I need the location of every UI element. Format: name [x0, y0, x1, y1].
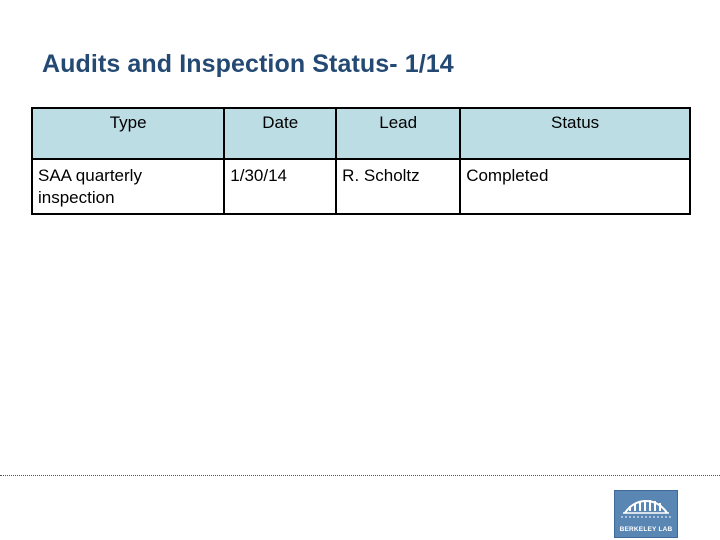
cell-date: 1/30/14 [224, 159, 336, 214]
table-header-row [32, 108, 690, 159]
header-date: Date [224, 108, 336, 159]
header-status: Status [460, 108, 690, 159]
footer-divider [0, 475, 720, 476]
logo-text: BERKELEY LAB [619, 526, 673, 533]
berkeley-lab-logo [614, 490, 678, 538]
cell-lead: R. Scholtz [336, 159, 460, 214]
lab-building-icon [615, 491, 677, 525]
header-lead: Lead [336, 108, 460, 159]
cell-type: SAA quarterly inspection [32, 159, 224, 214]
audit-status-table [31, 107, 691, 215]
cell-status: Completed [460, 159, 690, 214]
table-row [32, 159, 690, 214]
header-type: Type [32, 108, 224, 159]
page-title: Audits and Inspection Status- 1/14 [42, 50, 454, 78]
